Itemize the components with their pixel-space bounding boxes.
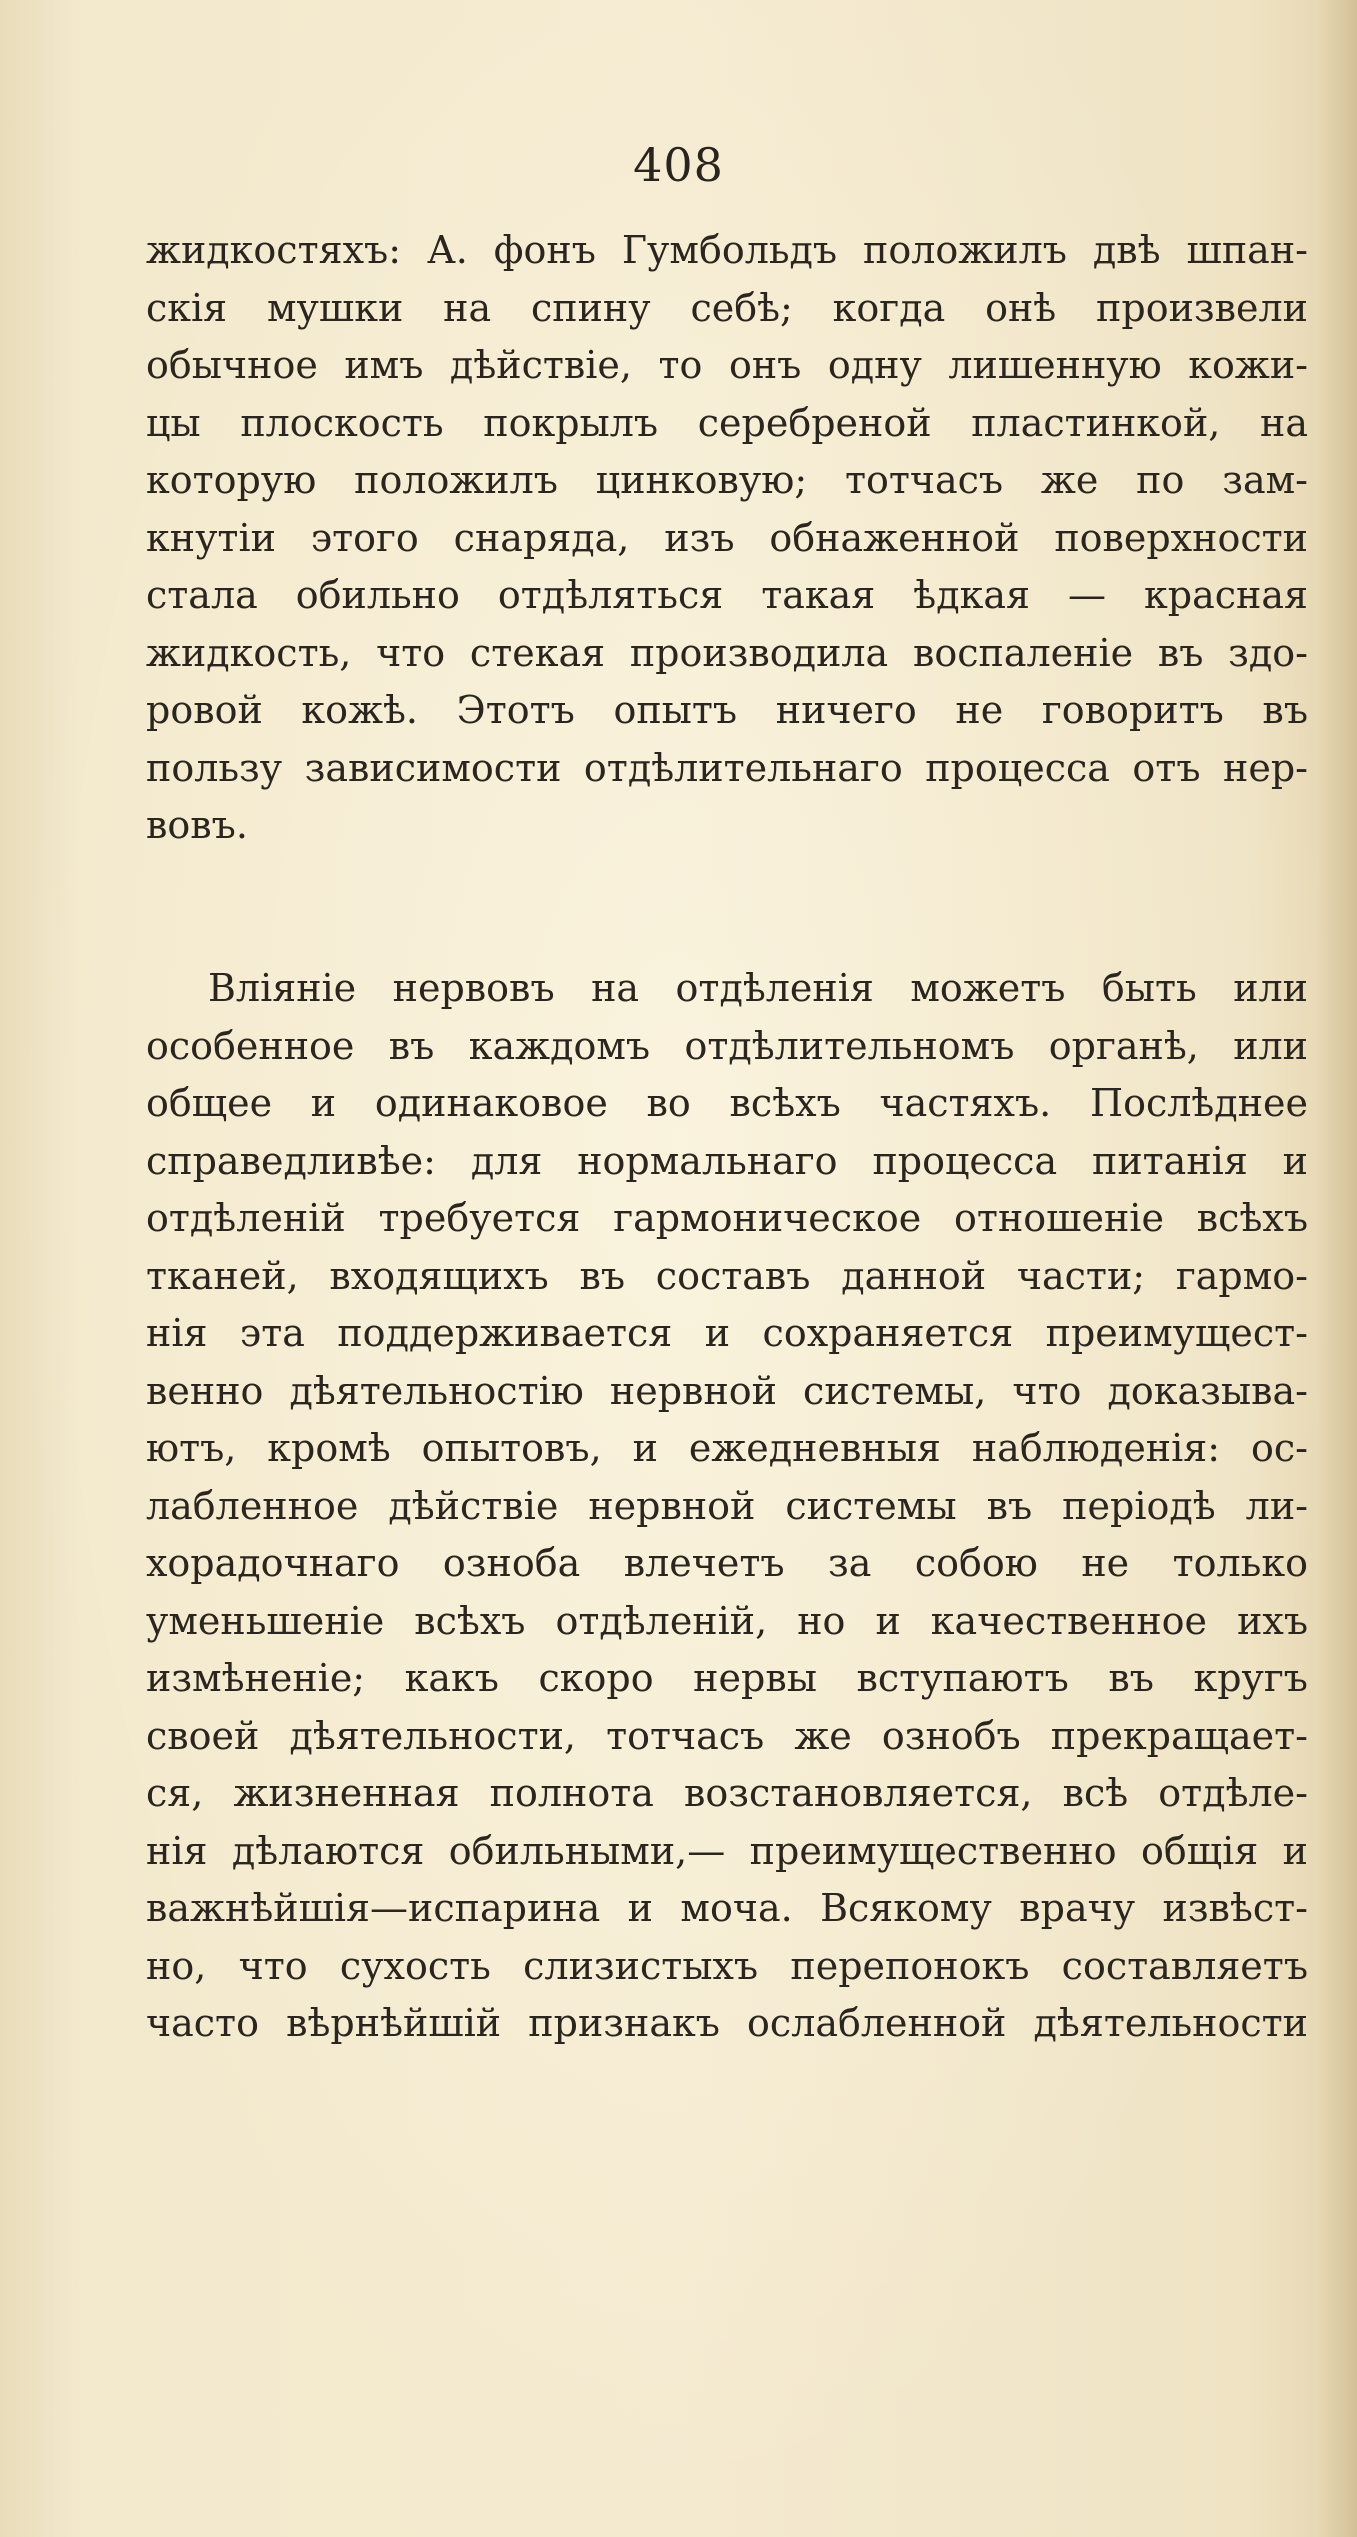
- text-line: важнѣйшія—испарина и моча. Всякому врачу извѣст-: [146, 1886, 1308, 1930]
- text-line: жидкость, что стекая производила воспаленіе въ здо-: [146, 630, 1308, 675]
- text-line: пользу зависимости отдѣлительнаго процесса отъ нер-: [146, 745, 1308, 790]
- page-number: 408: [633, 138, 724, 192]
- text-line: хорадочнаго озноба влечетъ за собою не только: [146, 1541, 1308, 1585]
- text-line: часто вѣрнѣйшій признакъ ослабленной дѣятельности: [146, 2001, 1308, 2045]
- text-line: скія мушки на спину себѣ; когда онѣ произвели: [146, 285, 1308, 330]
- text-line: кнутіи этого снаряда, изъ обнаженной поверхности: [146, 515, 1308, 560]
- text-line: ровой кожѣ. Этотъ опытъ ничего не говоритъ въ: [146, 688, 1308, 732]
- text-line: нія дѣлаются обильными,— преимущественно общія и: [146, 1828, 1308, 1873]
- text-line: особенное въ каждомъ отдѣлительномъ органѣ, или: [146, 1023, 1308, 1068]
- text-line: своей дѣятельности, тотчасъ же ознобъ прекращает-: [146, 1713, 1308, 1758]
- text-line: лабленное дѣйствіе нервной системы въ періодѣ ли-: [146, 1483, 1308, 1528]
- text-line: венно дѣятельностію нервной системы, что доказыва-: [146, 1368, 1308, 1413]
- text-line: измѣненіе; какъ скоро нервы вступаютъ въ кругъ: [146, 1656, 1308, 1700]
- text-line: обычное имъ дѣйствіе, то онъ одну лишенную кожи-: [146, 343, 1308, 387]
- text-line: Вліяніе нервовъ на отдѣленія можетъ быть или: [208, 966, 1308, 1010]
- text-line: ютъ, кромѣ опытовъ, и ежедневныя наблюденія: ос-: [146, 1426, 1308, 1470]
- text-line: уменьшеніе всѣхъ отдѣленій, но и качественное ихъ: [146, 1598, 1308, 1643]
- paragraph-2: [146, 960, 1308, 2053]
- text-line: ся, жизненная полнота возстановляется, всѣ отдѣле-: [146, 1771, 1308, 1815]
- text-line: отдѣленій требуется гармоническое отношеніе всѣхъ: [146, 1196, 1308, 1240]
- text-line: которую положилъ цинковую; тотчасъ же по зам-: [146, 458, 1308, 502]
- text-line: жидкостяхъ: А. фонъ Гумбольдъ положилъ двѣ шпан-: [146, 228, 1308, 272]
- paragraph-1: [146, 222, 1308, 855]
- text-line: тканей, входящихъ въ составъ данной части; гармо-: [146, 1253, 1308, 1298]
- text-line: нія эта поддерживается и сохраняется преимущест-: [146, 1311, 1308, 1355]
- text-line: общее и одинаковое во всѣхъ частяхъ. Послѣднее: [146, 1081, 1308, 1125]
- text-line: вовъ.: [146, 803, 248, 847]
- page-edge-shadow: [1317, 0, 1357, 2537]
- text-line: стала обильно отдѣляться такая ѣдкая — красная: [146, 573, 1308, 617]
- text-line: но, что сухость слизистыхъ перепонокъ составляетъ: [146, 1943, 1308, 1988]
- text-line: цы плоскость покрылъ серебреной пластинкой, на: [146, 400, 1308, 445]
- text-line: справедливѣе: для нормальнаго процесса питанія и: [146, 1138, 1308, 1183]
